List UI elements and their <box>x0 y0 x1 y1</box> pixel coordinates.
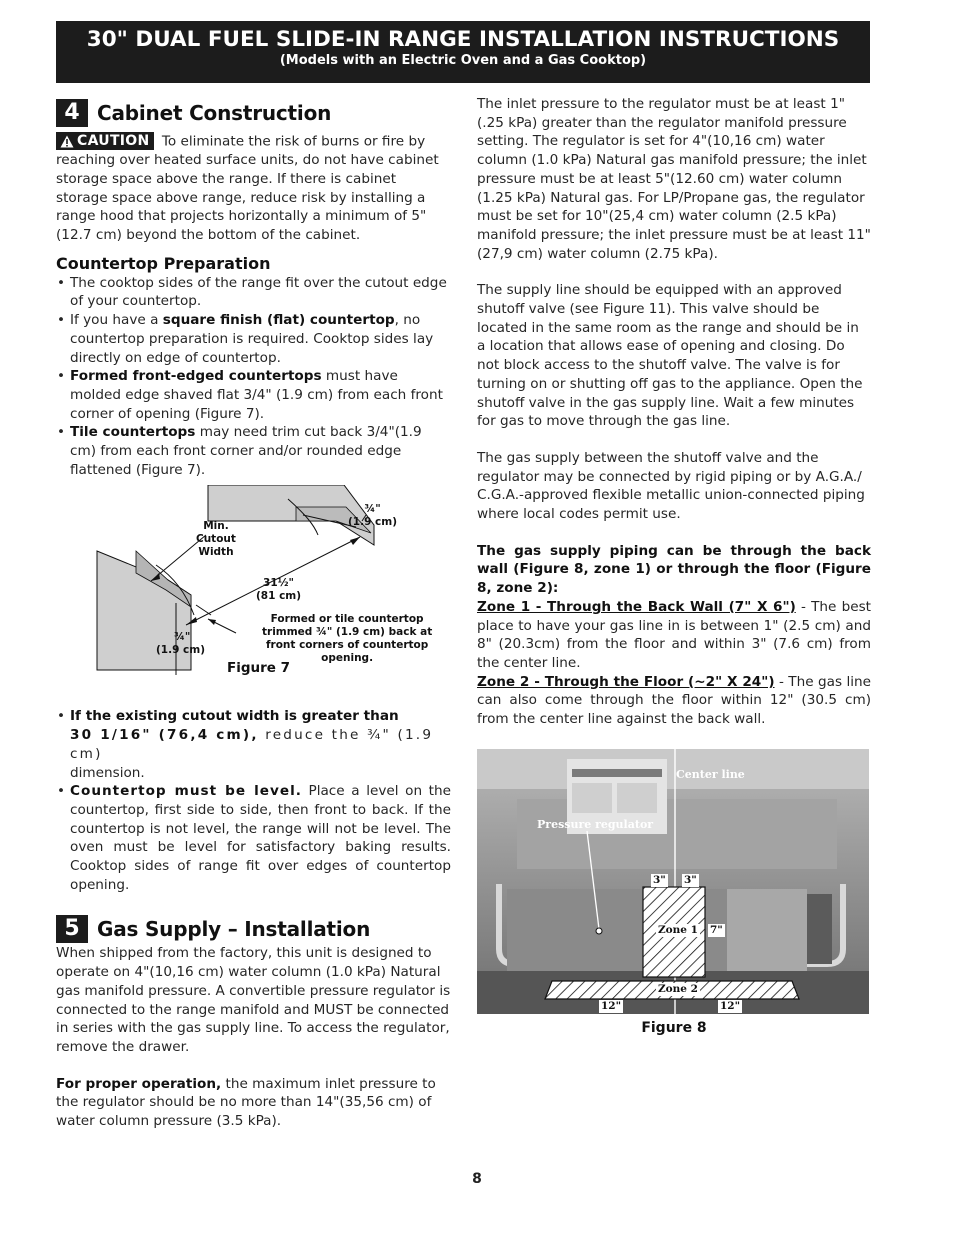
label-line: Cutout <box>196 533 236 546</box>
inlet-pressure-paragraph: The inlet pressure to the regulator must be at least 1" (.25 kPa) greater than the regulator manifold pressure setting. The regulator is set for 4"(10,16 cm) water column (1.0 kPa) Natural gas manifold pressure; the inlet pressure must be at least 5"(12.60 cm) water column (1.25 kPa) Natural gas. For LP/Propane gas, the regulator must be set for 10"(25,4 cm) water column (2.5 kPa) manifold pressure; the inlet pressure must be at least 11"(27,9 cm) water column (2.75 kPa). <box>477 96 871 262</box>
bullet-text: dimension. <box>70 764 145 781</box>
left-dimension-label <box>156 631 205 657</box>
left-column <box>56 98 451 1131</box>
paragraph-text: the maximum inlet pressure to the regulator should be no more than 14"(35,56 cm) of water column pressure (3.5 kPa). <box>56 1075 436 1130</box>
label-line: (1.9 cm) <box>156 644 206 657</box>
caution-badge <box>56 132 154 150</box>
list-item <box>56 274 451 311</box>
bullet-text: reduce the ¾" (1.9 cm) <box>70 727 434 762</box>
dim-3-left: 3" <box>653 873 666 886</box>
zone-2-label: Zone 2 <box>658 982 698 995</box>
zone-2-heading: Zone 2 - Through the Floor (~2" X 24") <box>477 673 775 690</box>
zone-1-paragraph <box>477 598 871 673</box>
countertop-preparation-heading: Countertop Preparation <box>56 253 271 273</box>
range-back-illustration <box>477 749 869 1014</box>
width-dimension-label <box>256 577 301 603</box>
bullet-text: may need trim cut back 3/4"(1.9 cm) from each front corner and/or rounded edge flattened (Figure 7). <box>70 424 422 478</box>
list-item <box>56 707 451 782</box>
page-number: 8 <box>472 1171 482 1187</box>
bullet-bold: Countertop must be level. <box>70 783 302 800</box>
top-dimension-label <box>348 503 397 529</box>
list-item <box>56 782 451 894</box>
inline-bold: For proper operation, <box>56 1075 222 1092</box>
caution-paragraph <box>56 132 451 245</box>
label-line: ¾" <box>364 503 381 516</box>
section-title: Gas Supply – Installation <box>97 917 371 942</box>
level-bullets <box>56 707 451 894</box>
bullet-text: If you have a <box>70 312 163 329</box>
label-line: opening. <box>321 652 374 665</box>
bullet-bold: square finish (flat) countertop <box>162 312 395 329</box>
figure-7-caption: Figure 7 <box>227 660 291 677</box>
shutoff-valve-paragraph: The supply line should be equipped with an approved shutoff valve (see Figure 11). This valve should be located in the same room as the range and should be in a location that allows ease of opening and closing. Do not block access to the shutoff valve. The valve is for turning on or shutting off gas to the appliance. Open the shutoff valve in the gas supply line. Wait a few minutes for gas to move through the gas line. <box>477 282 863 430</box>
paragraph-text: - The best place to have your gas line in is between 1" (2.5 cm) and 8" (20.3cm) from the floor and within 3" (7.6 cm) from the center line. <box>477 598 871 671</box>
label-line: ¾" <box>174 631 191 644</box>
list-item <box>56 311 451 367</box>
piping-paragraph: The gas supply between the shutoff valve and the regulator may be connected by rigid piping or by A.G.A./ C.G.A.-approved flexible metallic union-connected piping where local codes permit use. <box>477 449 865 523</box>
bullet-text: must have molded edge shaved flat 3/4" (1.9 cm) from each front corner of opening (Figure 7). <box>70 368 443 422</box>
bullet-bold: Tile countertops <box>70 424 196 441</box>
figure-8-photo <box>477 749 869 1014</box>
caution-label: CAUTION <box>77 132 150 149</box>
min-cutout-label <box>196 520 236 559</box>
warning-triangle-icon <box>60 135 74 148</box>
page-title: 30" DUAL FUEL SLIDE-IN RANGE INSTALLATION INSTRUCTIONS <box>86 27 840 52</box>
bullet-text: , no countertop preparation is required. Cooktop sides lay directly on edge of countertop. <box>70 312 434 366</box>
label-line: Formed or tile countertop <box>270 613 424 626</box>
label-line: trimmed ¾" (1.9 cm) back at <box>262 626 433 639</box>
label-line: (1.9 cm) <box>348 516 398 529</box>
bullet-text: Place a level on the countertop, first side to side, then front to back. If the countertop is not level, the range will not be level. The oven must be level for satisfactory baking results. Cooktop sides of range fit over edges of countertop opening. <box>70 783 451 893</box>
section-4-heading <box>56 98 451 128</box>
proper-operation-paragraph <box>56 1075 451 1131</box>
figure-7 <box>56 485 451 703</box>
right-column <box>477 95 871 1038</box>
bullet-text: The cooktop sides of the range fit over the cutout edge of your countertop. <box>70 274 447 310</box>
label-line: Width <box>198 546 234 559</box>
zone-2-paragraph <box>477 673 871 729</box>
countertop-bullets <box>56 274 451 480</box>
label-line: 31½" <box>263 577 294 590</box>
dim-12-left: 12" <box>601 999 622 1012</box>
pressure-regulator-label: Pressure regulator <box>537 817 654 831</box>
section-5-heading <box>56 914 451 944</box>
list-item <box>56 367 451 423</box>
caution-text: To eliminate the risk of burns or fire by reaching over heated surface units, do not have cabinet storage space above the range. If there is cabinet storage space above range, reduce risk by installing a range hood that projects horizontally a minimum of 5" (12.7 cm) beyond the bottom of the cabinet. <box>56 133 439 244</box>
trim-note <box>262 613 432 665</box>
header-banner <box>56 21 870 83</box>
zone-1-label: Zone 1 <box>658 923 698 936</box>
list-item <box>56 423 451 479</box>
piping-options-paragraph <box>477 542 871 598</box>
label-line: front corners of countertop <box>265 639 429 652</box>
zone-1-heading: Zone 1 - Through the Back Wall (7" X 6") <box>477 598 796 615</box>
bullet-bold: Formed front-edged countertops <box>70 368 322 385</box>
bullet-bold: If the existing cutout width is greater than <box>70 708 399 725</box>
section-number: 5 <box>56 915 88 943</box>
dim-12-right: 12" <box>720 999 741 1012</box>
label-line: (81 cm) <box>256 590 302 603</box>
label-line: Min. <box>203 520 229 533</box>
section-title: Cabinet Construction <box>97 100 332 125</box>
section-number: 4 <box>56 99 88 127</box>
dim-7: 7" <box>710 923 723 936</box>
bullet-bold: 30 1/16" (76,4 cm), <box>70 727 259 744</box>
center-line-label: Center line <box>676 767 745 781</box>
dim-3-right: 3" <box>684 873 697 886</box>
page-subtitle: (Models with an Electric Oven and a Gas Cooktop) <box>279 53 647 68</box>
inline-bold: The gas supply piping can be through the back wall (Figure 8, zone 1) or through the floor (Figure 8, zone 2): <box>477 542 871 597</box>
gas-supply-intro: When shipped from the factory, this unit is designed to operate on 4"(10,16 cm) water column (1.0 kPa) Natural gas manifold pressure. A convertible pressure regulator is connected to the range manifold and MUST be connected in series with the gas supply line. To access the regulator, remove the drawer. <box>56 945 451 1055</box>
paragraph-text: - The gas line can also come through the floor within 12" (30.5 cm) from the center line against the back wall. <box>477 673 871 728</box>
figure-8-caption: Figure 8 <box>641 1019 707 1036</box>
